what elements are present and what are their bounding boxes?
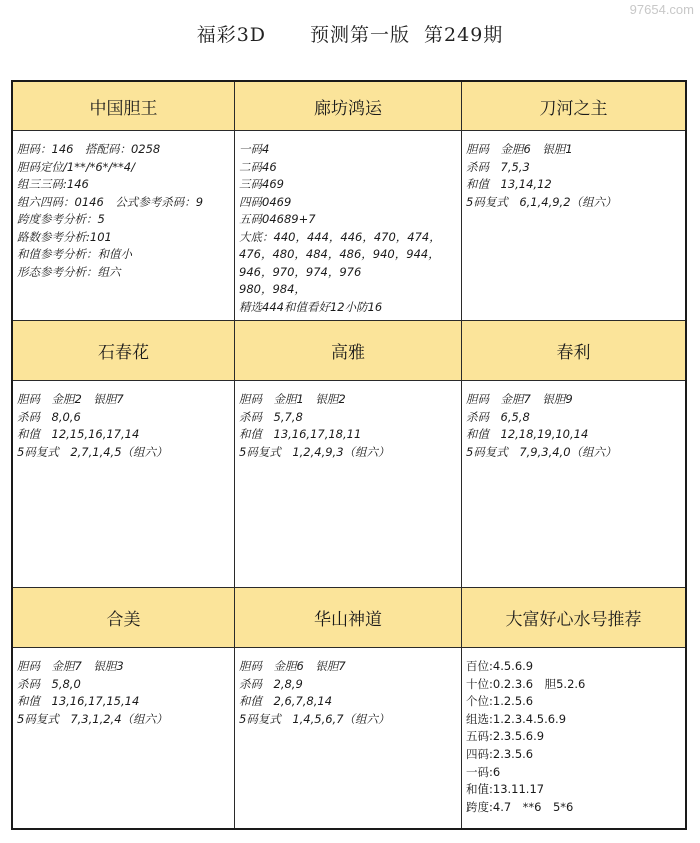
panel-header: 大富好心水号推荐 <box>462 588 685 648</box>
panel-body <box>235 131 462 321</box>
panel-lines <box>235 131 461 316</box>
title-edition: 预测第一版 <box>310 24 411 46</box>
panel-lines <box>462 648 685 816</box>
panel-line: 一码4 <box>239 142 270 156</box>
panel-line: 三码469 <box>239 177 284 191</box>
panel-line: 大底：440，444，446，470，474，476，480，484，486，940，944，946，970，974，976 <box>239 229 441 279</box>
panel-header: 华山神道 <box>235 588 462 648</box>
panel-lines <box>235 648 461 728</box>
panel-line: 杀码 8,0,6 <box>17 409 81 424</box>
panel-line: 胆码 金胆7 银胆3 <box>17 659 124 673</box>
panel-line: 胆码 金胆6 银胆7 <box>239 659 346 673</box>
panel-header: 刀河之主 <box>462 82 685 131</box>
panel-line: 组三三码:146 <box>17 177 89 191</box>
panel-line: 5码复式 6,1,4,9,2（组六） <box>466 194 617 209</box>
panel-body <box>235 381 462 588</box>
title-issue: 第249期 <box>424 24 504 46</box>
panel-line: 杀码 5,7,8 <box>239 409 303 424</box>
panel-line: 杀码 6,5,8 <box>466 409 530 424</box>
panel-body <box>13 381 235 588</box>
panel-line: 个位:1.2.5.6 <box>466 694 534 709</box>
panel-lines <box>13 381 234 461</box>
panel-line: 胆码 金胆6 银胆1 <box>466 142 573 156</box>
panel-line: 形态参考分析：组六 <box>17 264 121 279</box>
panel-body <box>13 648 235 828</box>
prediction-table <box>11 80 687 830</box>
panel-line: 和值 13,14,12 <box>466 177 552 191</box>
panel-line: 和值 12,18,19,10,14 <box>466 427 589 441</box>
panel-header: 中国胆王 <box>13 82 235 131</box>
panel-body <box>462 381 685 588</box>
panel-line: 980，984， <box>239 282 306 296</box>
panel-line: 和值 2,6,7,8,14 <box>239 694 333 708</box>
panel-line: 杀码 2,8,9 <box>239 676 303 691</box>
panel-line: 和值 13,16,17,15,14 <box>17 694 140 708</box>
panel-body <box>235 648 462 828</box>
panel-header: 石春花 <box>13 321 235 381</box>
panel-line: 杀码 5,8,0 <box>17 676 81 691</box>
panel-line: 四码0469 <box>239 194 292 209</box>
panel-lines <box>462 131 685 211</box>
page-title <box>0 20 700 47</box>
panel-lines <box>235 381 461 461</box>
panel-line: 胆码 金胆2 银胆7 <box>17 392 124 406</box>
panel-line: 四码:2.3.5.6 <box>466 746 534 761</box>
title-lottery-name: 福彩3D <box>196 24 267 46</box>
panel-line: 二码46 <box>239 159 277 174</box>
panel-line: 精选444和值看好12小防16 <box>239 299 383 314</box>
panel-header: 高雅 <box>235 321 462 381</box>
panel-header: 合美 <box>13 588 235 648</box>
panel-line: 胆码 金胆1 银胆2 <box>239 392 346 406</box>
panel-line: 胆码定位/1**/*6*/**4/ <box>17 159 135 174</box>
panel-line: 5码复式 7,3,1,2,4（组六） <box>17 711 168 726</box>
panel-line: 5码复式 1,4,5,6,7（组六） <box>239 711 390 726</box>
panel-line: 跨度参考分析：5 <box>17 212 105 226</box>
panel-line: 和值 13,16,17,18,11 <box>239 427 362 441</box>
panel-line: 十位:0.2.3.6 胆5.2.6 <box>466 676 586 691</box>
panel-lines <box>13 131 234 281</box>
site-watermark: 97654.com <box>629 2 694 17</box>
panel-body <box>13 131 235 321</box>
panel-line: 和值:13.11.17 <box>466 782 545 797</box>
panel-header: 廊坊鸿运 <box>235 82 462 131</box>
panel-lines <box>462 381 685 461</box>
panel-line: 一码:6 <box>466 764 501 779</box>
panel-lines <box>13 648 234 728</box>
panel-line: 组六四码：0146 公式参考杀码：9 <box>17 194 204 209</box>
panel-line: 5码复式 2,7,1,4,5（组六） <box>17 444 168 459</box>
panel-line: 和值 12,15,16,17,14 <box>17 427 140 441</box>
panel-line: 5码复式 1,2,4,9,3（组六） <box>239 444 390 459</box>
panel-line: 组选:1.2.3.4.5.6.9 <box>466 711 567 726</box>
panel-line: 五码:2.3.5.6.9 <box>466 729 545 744</box>
panel-line: 5码复式 7,9,3,4,0（组六） <box>466 444 617 459</box>
panel-body <box>462 131 685 321</box>
panel-line: 百位:4.5.6.9 <box>466 659 534 673</box>
panel-line: 胆码 金胆7 银胆9 <box>466 392 573 406</box>
panel-line: 胆码：146 搭配码：0258 <box>17 142 161 156</box>
panel-header: 春利 <box>462 321 685 381</box>
panel-line: 杀码 7,5,3 <box>466 159 530 174</box>
panel-line: 和值参考分析：和值小 <box>17 247 132 261</box>
panel-body <box>462 648 685 828</box>
panel-line: 跨度:4.7 **6 5*6 <box>466 799 574 814</box>
panel-line: 路数参考分析:101 <box>17 229 112 244</box>
panel-line: 五码04689+7 <box>239 212 316 226</box>
